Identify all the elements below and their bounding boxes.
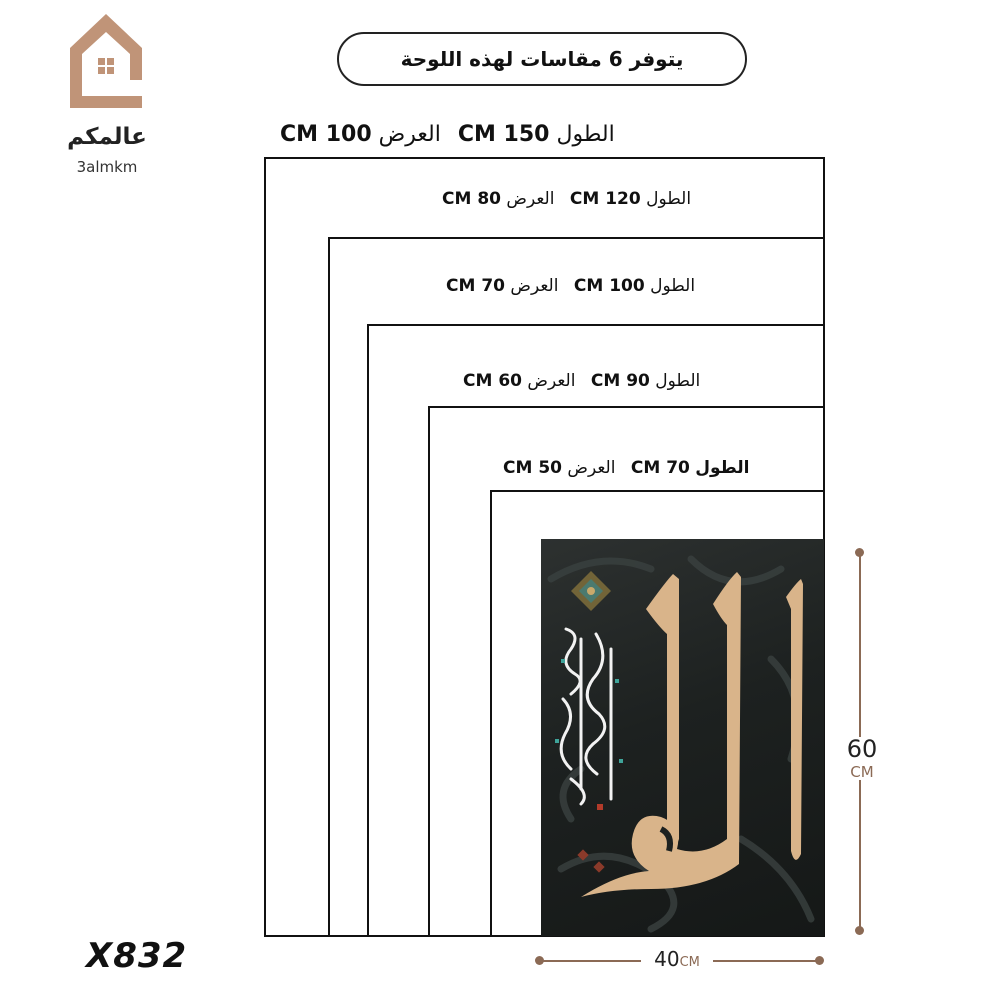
height-dimension-end-dot (855, 926, 864, 935)
length-value: 120 CM (569, 189, 641, 209)
length-value: 90 CM (590, 371, 650, 391)
height-value: 60 (846, 735, 878, 763)
width-value: 60 CM (463, 371, 522, 391)
sizes-available-banner (337, 32, 747, 86)
length-label: الطول (556, 122, 615, 147)
brand-name-arabic: عالمكم (67, 124, 147, 150)
length-value: 100 CM (573, 276, 645, 296)
product-code: X832 (86, 936, 188, 976)
ornament-icon (571, 571, 611, 611)
width-label: العرض (506, 189, 555, 209)
height-dimension-label (838, 737, 886, 780)
calligraphy-painting-preview (541, 539, 824, 936)
length-value: 70 CM (630, 458, 690, 478)
size-label-100x70 (446, 276, 695, 296)
width-label: العرض (527, 371, 576, 391)
width-dimension-label (641, 947, 713, 971)
width-dimension-start-dot (535, 956, 544, 965)
length-label: الطول (650, 276, 696, 296)
width-dimension-end-dot (815, 956, 824, 965)
brand-logo (52, 12, 162, 176)
brand-name-latin: 3almkm (76, 158, 138, 176)
width-unit: CM (679, 955, 700, 970)
height-unit: CM (850, 763, 874, 781)
width-label: العرض (510, 276, 559, 296)
calligraphy-artwork (541, 539, 824, 936)
size-label-70x50 (503, 458, 749, 478)
width-label: العرض (567, 458, 616, 478)
size-label-150x100 (280, 122, 615, 147)
width-value: 100 CM (280, 122, 372, 147)
length-value: 150 CM (457, 122, 550, 147)
height-dimension-start-dot (855, 548, 864, 557)
width-value: 50 CM (503, 458, 562, 478)
length-label: الطول (695, 458, 750, 478)
width-value: 80 CM (442, 189, 501, 209)
banner-text: يتوفر 6 مقاسات لهذه اللوحة (400, 47, 684, 71)
house-logo-icon (68, 12, 144, 110)
width-value: 70 CM (446, 276, 505, 296)
length-label: الطول (646, 189, 692, 209)
size-label-90x60 (463, 371, 700, 391)
width-value: 40 (654, 947, 680, 971)
length-label: الطول (655, 371, 701, 391)
width-label: العرض (378, 122, 441, 147)
size-label-120x80 (442, 189, 691, 209)
